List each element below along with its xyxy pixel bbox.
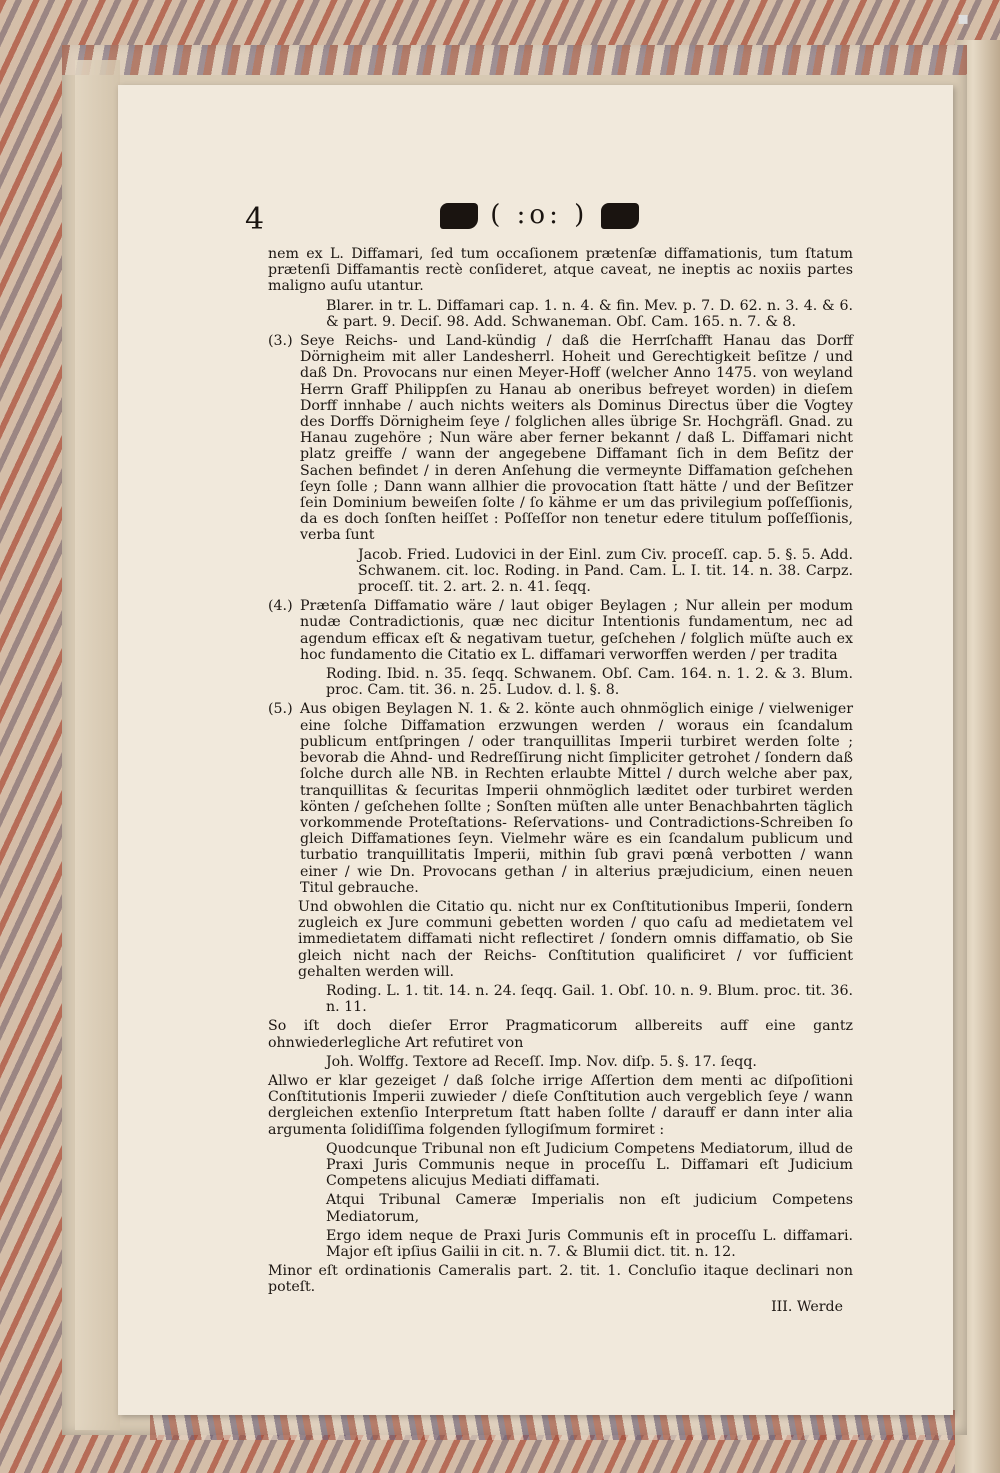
catchword: III. Werde [771,1298,843,1315]
reference: Roding. Ibid. n. 35. ſeqq. Schwanem. Obſ. Cam. 164. n. 1. 2. & 3. Blum. proc. Cam. tit. 36. n. 25. Ludov. d. l. §. 8. [326,666,853,699]
reference: Jacob. Fried. Ludovici in der Einl. zum Civ. proceſſ. cap. 5. §. 5. Add. Schwanem. cit. loc. Roding. in Pand. Cam. L. I. tit. 14. n. 38. Carpz. proceſſ. tit. 2. art. 2. n. 41. ſeqq. [358,546,853,596]
item-number: (4.) [268,598,293,615]
syllogism-major: Quodcunque Tribunal non eſt Judicium Competens Mediatorum, illud de Praxi Juris Communis neque in proceſſu L. Diffamari eſt Judicium Competens alicujus Mediati diffamati. [326,1140,853,1190]
reference: Roding. L. 1. tit. 14. n. 24. ſeqq. Gail. 1. Obſ. 10. n. 9. Blum. proc. tit. 36. n. 11. [326,982,853,1016]
numbered-paragraph [268,333,853,544]
page-number: 4 [245,202,265,237]
paragraph-text: Prætenſa Diffamatio wäre / laut obiger Beylagen ; Nur allein per modum nudæ Contradictionis, quæ nec dicitur Intentionis fundamentum, nec ad agendum efficax eſt & negativam tuetur, geſchehen / folglich müſte auch ex hoc fundamento die Citatio ex L. diffamari verworffen werden / per tradita [300,598,853,663]
paragraph: Minor eſt ordinationis Cameralis part. 2. tit. 1. Concluſio itaque declinari non poteſt. [268,1263,853,1296]
corner-mark: ▪ [957,8,970,29]
item-number: (5.) [268,701,293,718]
paragraph-text: Aus obigen Beylagen N. 1. & 2. könte auch ohnmöglich einige / vielweniger eine ſolche Diffamation erzwungen werden / woraus ein ſcandalum publicum entſpringen / oder tranquillitas Imperii turbiret werden ſolte ; bevorab die Ahnd- und Redreſſirung nicht ſimpliciter getrohet / ſondern daß ſolche durch alle NB. in Rechten erlaubte Mittel / durch welche aber pax, tranquillitas & ſecuritas Imperii ohnmöglich læditet oder turbiret werden könten / geſchehen ſollte ; Sonſten müſten alle unter Benachbahrten täglich vorkommende Proteſtations- Reſervations- und Contradictions-Schreiben ſo gleich Diffamationes ſeyn. Vielmehr wäre es ein ſcandalum publicum und turbatio tranquillitatis Imperii, mithin ſub gravi pœnâ verbotten / wann einer / wie Dn. Provocans gethan / in alterius præjudicium, einen neuen Titul gebrauche. [300,701,853,896]
ornament-left-icon [440,203,478,229]
reference: Blarer. in tr. L. Diffamari cap. 1. n. 4. & fin. Mev. p. 7. D. 62. n. 3. 4. & 6. & part. 9. Deciſ. 98. Add. Schwaneman. Obſ. Cam. 165. n. 7. & 8. [326,297,853,330]
body-text [268,246,853,1318]
marbled-strip-top [62,45,967,75]
reference: Joh. Wolffg. Textore ad Receſſ. Imp. Nov. diſp. 5. §. 17. ſeqq. [326,1053,757,1070]
numbered-paragraph [268,701,853,895]
item-number: (3.) [268,333,293,350]
header-text: ( :o: ) [490,200,589,230]
paragraph: nem ex L. Diffamari, ſed tum occaſionem prætenſæ diffamationis, tum ſtatum prætenſi Diffamantis rectè conſideret, atque caveat, ne ineptis ac noxiis partes maligno auſu utantur. [268,246,853,295]
paragraph-text: Seye Reichs- und Land-kündig / daß die Herrſchafft Hanau das Dorff Dörnigheim mit aller Landesherrl. Hoheit und Gerechtigkeit beſitze / und daß Dn. Provocans nur einen Meyer-Hoff (welcher Anno 1475. von weyland Herrn Graff Philippſen zu Hanau ab oneribus befreyet worden) in dieſem Dorff innhabe / auch nichts weiters als Dominus Directus über die Vogtey des Dorffs Dörnigheim ſeye / folglichen alles übrige Sr. Hochgräfl. Gnad. zu Hanau zugehöre ; Nun wäre aber ferner bekannt / daß L. Diffamari nicht platz greiffe / wann der angegebene Diffamant ſich in dem Beſitz der Sachen befindet / in deren Anſehung die vermeynte Diffamation geſchehen ſeyn ſolle ; Dann wann allhier die provocation ſtatt hätte / und der Beſitzer ſein Dominium beweiſen ſolte / ſo kähme er um das privilegium poſſeſſionis, da es doch ſonſten heiſſet : Poſſeſſor non tenetur edere titulum poſſeſſionis, verba ſunt [300,333,853,544]
binding-tape [75,60,120,1430]
numbered-paragraph [268,598,853,663]
syllogism-conclusion: Ergo idem neque de Praxi Juris Communis eſt in proceſſu L. diffamari. Major eſt ipſius Gailii in cit. n. 7. & Blumii dict. tit. n. 12. [326,1227,853,1260]
paragraph: Und obwohlen die Citatio qu. nicht nur ex Conſtitutionibus Imperii, ſondern zugleich ex Jure communi gebetten worden / quo caſu ad medietatem vel immedietatem diffamati nicht reflectiret / ſondern omnis diffamatio, ob Sie gleich nicht nach der Reichs- Conſtitution qualificiret / vor ſufficient gehalten werden will. [298,898,853,980]
ornament-right-icon [601,203,639,229]
page-header [440,200,639,230]
paragraph: Allwo er klar gezeiget / daß ſolche irrige Aſſertion dem menti ac diſpoſitioni Conſtitutionis Imperii zuwieder / dieſe Conſtitution auch vergeblich ſeye / wann dergleichen extenſio Interpretum ſtatt haben ſollte / darauff er dann inter alia argumenta ſolidiſſima folgenden ſyllogiſmum formiret : [268,1072,853,1138]
paragraph: So iſt doch dieſer Error Pragmaticorum allbereits auff eine gantz ohnwiederlegliche Art refutiret von [268,1018,853,1051]
syllogism-minor: Atqui Tribunal Cameræ Imperialis non eſt judicium Competens Mediatorum, [326,1192,853,1225]
